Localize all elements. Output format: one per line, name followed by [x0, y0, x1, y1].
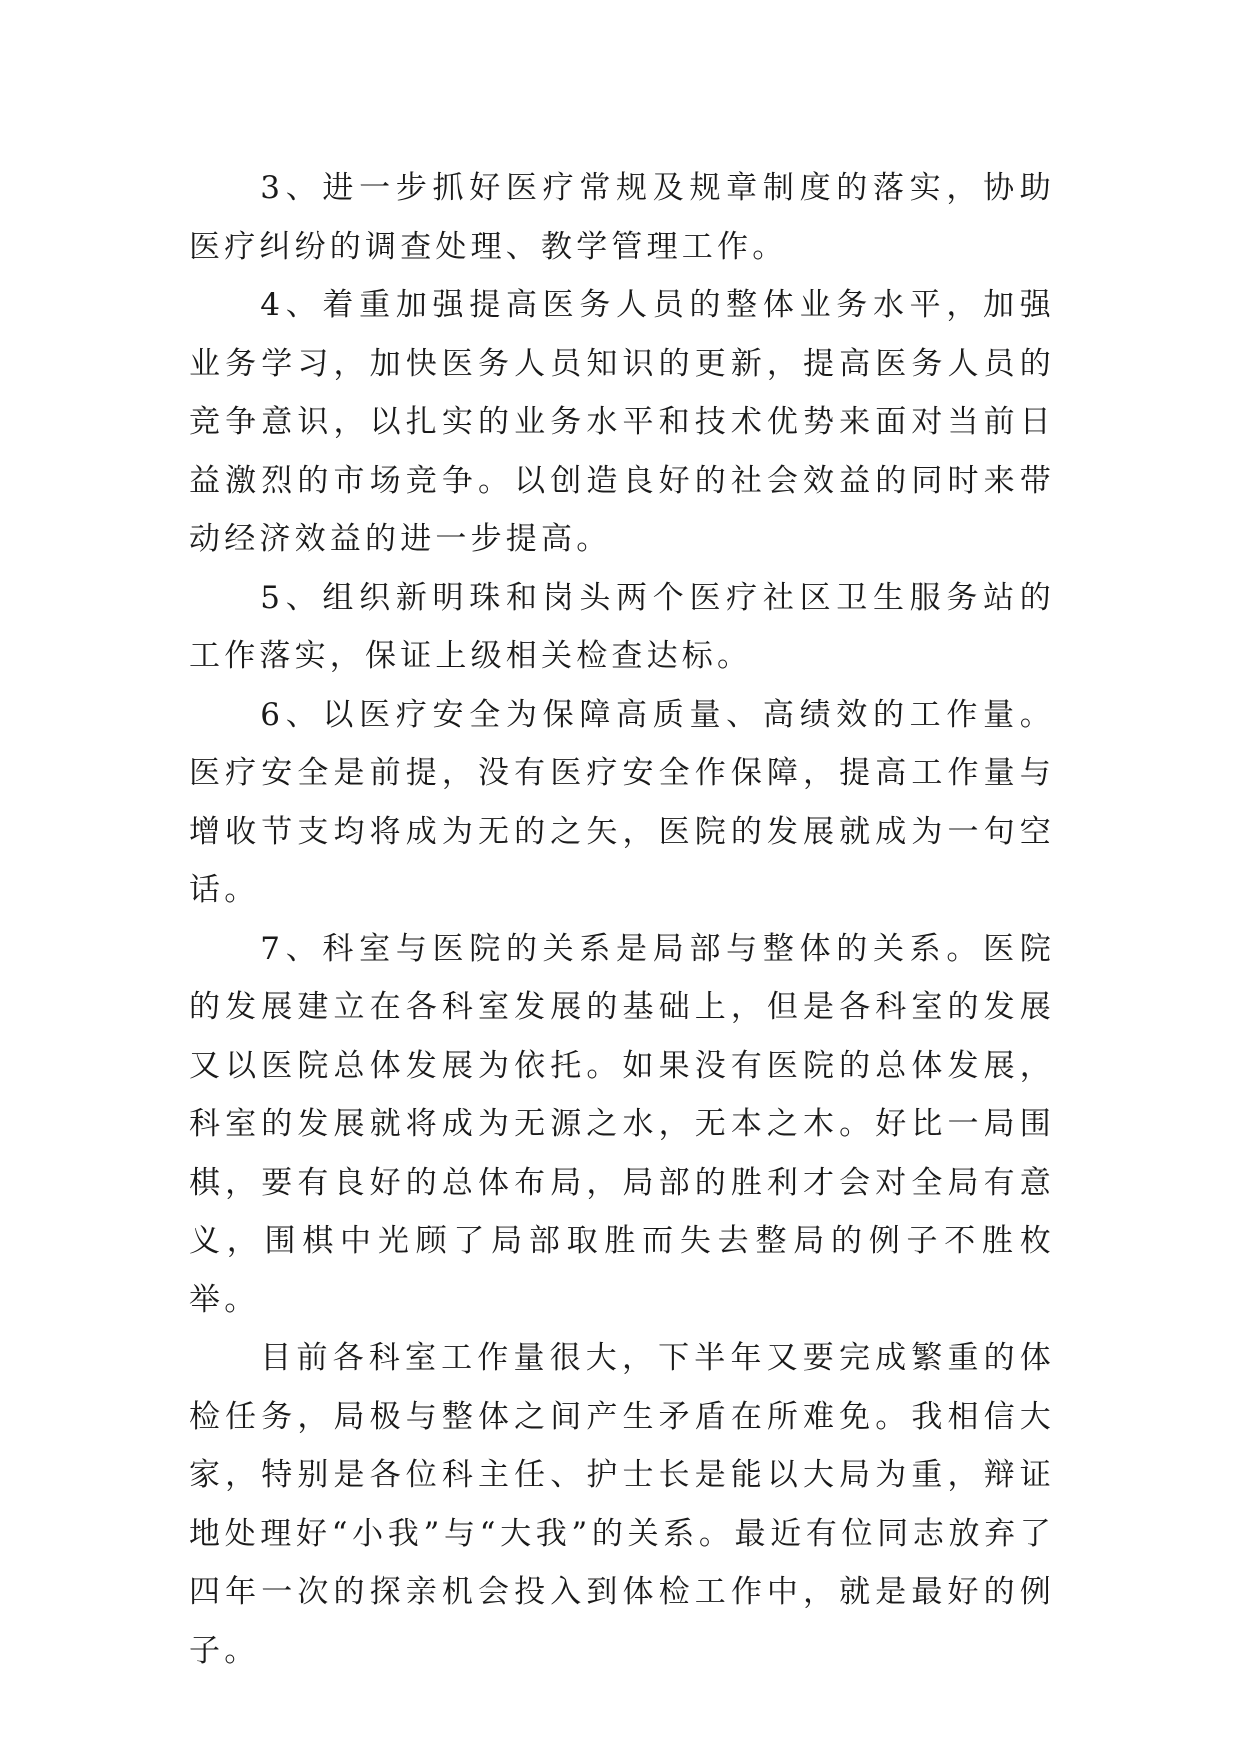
paragraph-item-4: 4、着重加强提高医务人员的整体业务水平，加强业务学习，加快医务人员知识的更新，提高医务人员的竞争意识，以扎实的业务水平和技术优势来面对当前日益激烈的市场竞争。以创造良好的社会效益的同时来带动经济效益的进一步提高。: [189, 287, 1055, 557]
paragraph-item-7: 7、科室与医院的关系是局部与整体的关系。医院的发展建立在各科室发展的基础上，但是各科室的发展又以医院总体发展为依托。如果没有医院的总体发展，科室的发展就将成为无源之水，无本之木。好比一局围棋，要有良好的总体布局，局部的胜利才会对全局有意义，围棋中光顾了局部取胜而失去整局的例子不胜枚举。: [189, 930, 1055, 1318]
paragraph-item-5: 5、组织新明珠和岗头两个医疗社区卫生服务站的工作落实，保证上级相关检查达标。: [189, 579, 1055, 674]
paragraph-item-6: 6、以医疗安全为保障高质量、高绩效的工作量。医疗安全是前提，没有医疗安全作保障，提高工作量与增收节支均将成为无的之矢，医院的发展就成为一句空话。: [189, 696, 1055, 908]
document-body: [189, 159, 1055, 1680]
paragraph-item-3: 3、进一步抓好医疗常规及规章制度的落实，协助医疗纠纷的调查处理、教学管理工作。: [189, 170, 1055, 265]
paragraph-closing: 目前各科室工作量很大，下半年又要完成繁重的体检任务，局极与整体之间产生矛盾在所难免。我相信大家，特别是各位科主任、护士长是能以大局为重，辩证地处理好“小我”与“大我”的关系。最近有位同志放弃了四年一次的探亲机会投入到体检工作中，就是最好的例子。: [189, 1340, 1055, 1669]
